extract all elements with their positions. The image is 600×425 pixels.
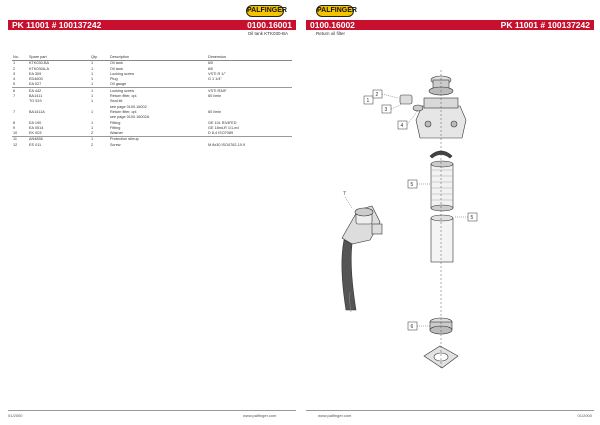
header-code-left: 0100.16001: [247, 20, 292, 30]
cell-no: 9: [13, 125, 16, 130]
cell-dim: 60 l/min: [208, 94, 222, 99]
cell-desc: see page 0100.16002A: [110, 115, 150, 120]
cell-qty: 2: [91, 131, 94, 136]
callout-number: 5: [410, 182, 414, 188]
footer-rule-left: [8, 410, 296, 411]
callout-7-leader: [345, 197, 352, 208]
cell-part: EA 442: [28, 88, 90, 94]
cell-dim: GE 10L R3/8"ED: [208, 120, 237, 125]
cell-no: 10: [13, 131, 18, 136]
cell-part: TO 519: [29, 99, 42, 104]
cell-qty: 1: [90, 88, 109, 94]
cell-desc: Screw: [110, 142, 121, 147]
cell-part: EK 003: [29, 131, 42, 136]
filter-housing-drawing: [342, 206, 382, 312]
cell-qty: 1: [91, 109, 94, 114]
col-no: No.: [12, 54, 28, 61]
cell-desc: Fitting: [110, 120, 121, 125]
cell-part: EA 027: [29, 82, 42, 87]
cell-part: BA1411A: [29, 109, 45, 114]
cell-no: 1: [12, 61, 28, 67]
cell-desc: Return filter, cpl.: [110, 94, 138, 99]
cell-no: 6: [12, 88, 28, 94]
cell-qty: 2: [91, 142, 94, 147]
cell-desc: Seal kit: [110, 99, 123, 104]
cell-no: 12: [13, 142, 18, 147]
header-code-right: 0100.16002: [310, 20, 355, 30]
callout-number: 5: [470, 215, 474, 221]
cell-dim: M 8x30 ISO4762-10.9: [208, 142, 246, 147]
cell-part: EA 190: [29, 120, 42, 125]
cell-qty: 1: [90, 137, 109, 143]
col-dimension: Dimension: [207, 54, 292, 61]
footer-url-left: www.palfinger.com: [243, 413, 277, 418]
cell-no: 4: [13, 77, 16, 82]
palfinger-logo-right: PALFINGER: [316, 5, 354, 17]
callout-number: 4: [400, 123, 404, 129]
cell-qty: 1: [91, 77, 94, 82]
cell-qty: 1: [91, 71, 94, 76]
callout-7: 7: [343, 191, 346, 197]
cell-dim: VSTI R 1/": [208, 71, 226, 76]
footer-rule-right: [306, 410, 594, 411]
cell-dim: VSTI R3/8": [207, 88, 292, 94]
cell-qty: 1: [91, 82, 94, 87]
palfinger-logo-left: PALFINGER: [246, 5, 284, 17]
cell-part: KTK030-BA: [28, 61, 90, 67]
cell-desc: Oil tank: [109, 61, 207, 67]
cell-no: 7: [13, 109, 16, 114]
cell-qty: 1: [91, 120, 94, 125]
cell-desc: see page 0100.16002: [110, 104, 147, 109]
cell-no: 8: [13, 120, 16, 125]
callout-number: 3: [384, 107, 388, 113]
cell-dim: 60l: [208, 66, 214, 71]
cell-part: KTK030A-A: [29, 66, 50, 71]
cell-no: 7: [13, 94, 16, 99]
cell-part: EA 0514: [29, 125, 44, 130]
cell-desc: Locking screw: [109, 88, 207, 94]
cell-qty: 1: [91, 66, 94, 71]
cell-no: 5: [13, 82, 16, 87]
callout-number: 2: [375, 92, 379, 98]
cell-qty: 1: [91, 99, 94, 104]
cell-part: EA 309: [29, 71, 42, 76]
cell-no: 2: [13, 66, 16, 71]
col-qty: Qty.: [90, 54, 109, 61]
footer-date-right: 01/2000: [577, 413, 592, 418]
col-description: Description: [109, 54, 207, 61]
cell-desc: Return filter, cpl.: [110, 109, 138, 114]
header-id-left: PK 11001 # 100137242: [12, 20, 102, 30]
cell-desc: Plug: [110, 77, 118, 82]
callout-number: 6: [410, 324, 414, 330]
footer-url-right: www.palfinger.com: [318, 413, 352, 418]
cell-no: 11: [12, 137, 28, 143]
cell-dim: G 1 1/4": [208, 77, 222, 82]
header-id-right: PK 11001 # 100137242: [500, 20, 590, 30]
cell-desc: Washer: [110, 131, 123, 136]
subtitle-right: Return oil filter: [316, 31, 346, 36]
cell-qty: 1: [91, 125, 94, 130]
cell-no: 3: [13, 71, 16, 76]
cell-qty: 1: [91, 94, 94, 99]
cell-desc: Fitting: [110, 125, 121, 130]
cell-dim: GE 18mLR 1/1-ed: [208, 125, 239, 130]
cell-part: BA1411: [29, 94, 43, 99]
cell-desc: Oil gauge: [110, 82, 127, 87]
cell-desc: Locking screw: [110, 71, 135, 76]
cell-dim: D 8,4 ISO7089: [208, 131, 234, 136]
cell-qty: 1: [90, 61, 109, 67]
cell-desc: Oil tank: [110, 66, 123, 71]
cell-dim: 60l: [207, 61, 292, 67]
cell-part: ED4600: [29, 77, 43, 82]
cell-desc: Protection stirrup: [109, 137, 207, 143]
col-spare-part: Spare part: [28, 54, 90, 61]
subtitle-left: Oil tank KTK030-BA: [247, 31, 288, 36]
cell-dim: 60 l/min: [208, 109, 222, 114]
footer-date-left: 01/2000: [8, 413, 23, 418]
cell-part: AN4856: [28, 137, 90, 143]
cell-part: ES 011: [29, 142, 42, 147]
callout-number: 1: [366, 98, 370, 104]
